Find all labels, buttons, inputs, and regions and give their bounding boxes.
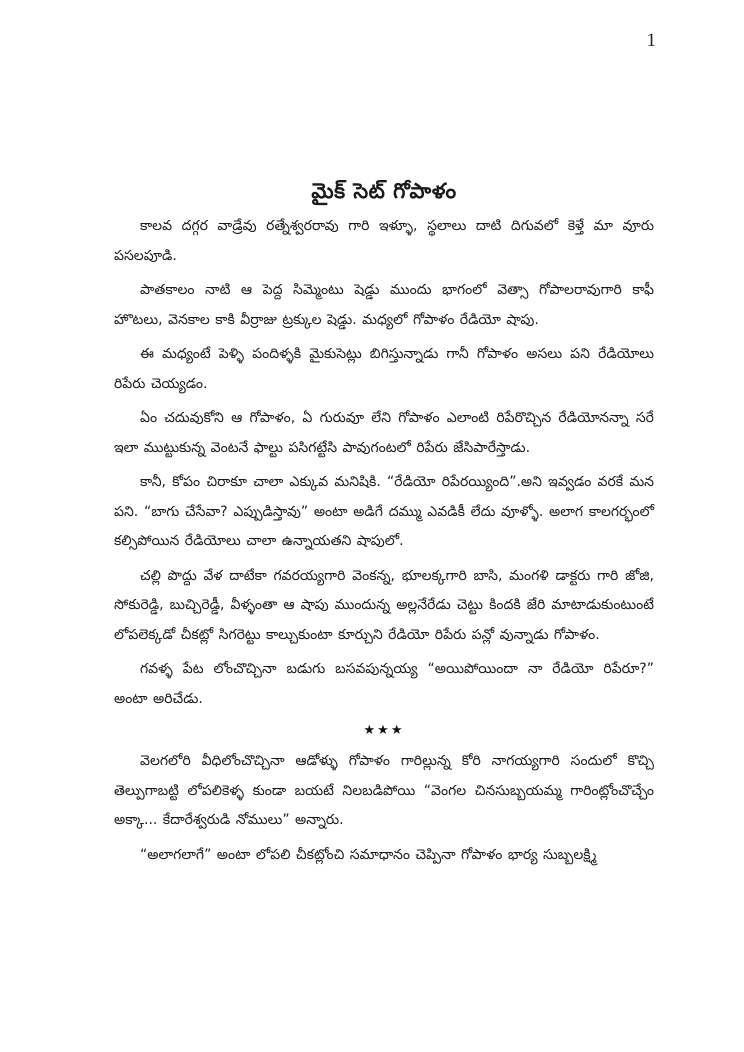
paragraph: ఏం చదువుకోని ఆ గోపాళం, ఏ గురువూ లేని గోపాళం ఎలాంటి రిపేరొచ్చిన రేడియోనన్నా సరే ఇలా ముట్టుకున్న వెంటనే ఫాల్టు పసిగట్టేసి పావుగంటలో రిపేరు జేసిపారేస్తాడు.	[114, 410, 654, 456]
paragraph: గవళ్ళ పేట లోంచొచ్చినా బడుగు బసవపున్నయ్య “అయిపోయిందా నా రేడియో రిపేరూ?” అంటా అరిచేడు.	[114, 661, 654, 707]
page-body	[114, 176, 654, 875]
paragraph: ఈ మధ్యంటే పెళ్ళి పందిళ్ళకి మైకుసెట్లు బిగిస్తున్నాడు గానీ గోపాళం అసలు పని రేడియోలు రిపేరు చెయ్యడం.	[114, 346, 654, 392]
paragraph: పాతకాలం నాటి ఆ పెద్ద సిమ్మెంటు షెడ్డు ముందు భాగంలో వెత్సా గోపాలరావుగారి కాఫీ హొటలు, వెనకాల కాకి వీర్రాజు ట్రక్కుల షెడ్డు. మధ్యలో గోపాళం రేడియో షాపు.	[114, 282, 654, 328]
paragraph: కాలవ దగ్గర వాడ్రేవు రత్నేశ్వరరావు గారి ఇళ్ళూ, స్థలాలు దాటి దిగువలో కెళ్తే మా వూరు పసలపూడి.	[114, 218, 654, 264]
paragraph: “అలాగలాగే” అంటా లోపలి చీకట్లోంచి సమాధానం చెప్పినా గోపాళం భార్య సుబ్బలక్ష్మి	[140, 846, 597, 863]
paragraph: కానీ, కోపం చిరాకూ చాలా ఎక్కువ మనిషికి. “రేడియో రిపేరయ్యింది”.అని ఇవ్వడం వరకే మన పని. “బాగు చేసేవా? ఎప్పుడిస్తావు” అంటా అడిగే దమ్ము ఎవడికీ లేదు వూళ్ళో. అలాగ కాలగర్భంలో కల్సిపోయిన రేడియోలు చాలా ఉన్నాయతని షాపులో.	[114, 474, 654, 549]
paragraph: వెలగలోరి వీధిలోంచొచ్చినా ఆడోళ్ళు గోపాళం గారిల్లున్న కోరి నాగయ్యగారి సందులో కొచ్చి తెల్పుగాబట్టి లోపలికెళ్ళ కుండా బయటే నిలబడిపోయి “వెంగల చినసుబ్బయమ్మ గారింట్లోంచొచ్చేం అక్కా... కేదారేశ్వరుడి నోములు” అన్నారు.	[114, 753, 654, 828]
story-title: మైక్ సెట్ గోపాళం	[311, 179, 457, 203]
paragraph: చల్లి పొద్దు వేళ దాటేకా గవరయ్యగారి వెంకన్న, భూలక్కగారి బాసి, మంగళి డాక్టరు గారి జోజి, సోకురెడ్డి, బుచ్చిరెడ్డీ, వీళ్ళంతా ఆ షాపు ముందున్న అల్లనేరేడు చెట్టు కిందకి జేరి మాటాడుకుంటుంటే లోపలెక్కడో చీకట్లో సిగరెట్టు కాల్చుకుంటా కూర్చుని రేడియో రిపేరు పన్లో వున్నాడు గోపాళం.	[114, 567, 654, 643]
section-separator: ★★★	[363, 723, 405, 738]
page-number: 1	[646, 30, 656, 51]
